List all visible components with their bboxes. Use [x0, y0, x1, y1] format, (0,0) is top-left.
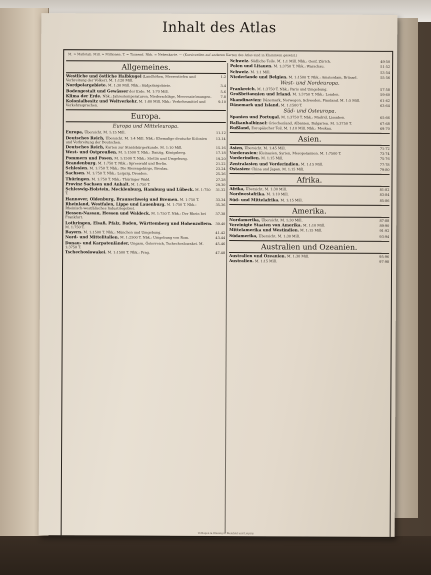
- entry-name: Asien,: [229, 144, 244, 151]
- entry-name: Niederlande und Belgien.: [230, 73, 288, 80]
- entry-text: M. 1:10 Mill.: [301, 223, 326, 228]
- entry-pages: 81-82: [379, 187, 390, 193]
- entry-text: M. 1:1500 T. Nbk.: Amsterdam, Brüssel.: [287, 75, 358, 80]
- section-title: Allgemeines.: [66, 60, 226, 74]
- entry-text: M. 1:750 T. Nbk.: Leipzig, Dresden.: [85, 171, 148, 177]
- entry-text: M. 1:30 Mill.: [285, 254, 310, 259]
- entry-name: Skandinavien:: [229, 96, 262, 102]
- entry-text: Übersicht. M. 1:30 Mill.: [260, 218, 303, 223]
- entry-pages: 25-26: [215, 172, 226, 177]
- abbreviations-line: M. = Maßstab. Mill. = Millionen. T. = Tausend. Nbk. = Nebenkarte. — (Kursivzeilen auf anderen Karten des Atlas sind in Klammern gesetzt.): [68, 52, 298, 58]
- entry-text: M. 1:750 T. Nbk.: Thüringer Wald.: [90, 177, 151, 182]
- entry-text: Übersicht. M. 1:45 Mill.: [243, 146, 286, 151]
- entry-name: Vorderasien:: [229, 150, 258, 156]
- entry-text: Ungarn, Österreich, Tschechoslowakei. M. 1:3750 T.: [65, 241, 204, 250]
- entry-pages: 93-94: [379, 234, 390, 239]
- entry-pages: 9-10: [218, 100, 226, 105]
- entry-pages: 21-22: [215, 161, 226, 166]
- entry-name: Thüringen.: [65, 175, 91, 182]
- entry-name: Nordpolargebiete.: [65, 82, 107, 88]
- entry-text: M. 1:10 Mill.: [265, 192, 289, 197]
- toc-entry: [229, 234, 389, 239]
- section-title: Amerika.: [229, 204, 389, 218]
- entry-pages: 37-38: [215, 212, 226, 217]
- entry-text: M. 1:750 T. Nbk.: Die Riesengebirge, Breslau.: [88, 166, 169, 171]
- entry-pages: 95-96: [379, 254, 390, 259]
- entry-name: Afrika,: [229, 186, 245, 192]
- entry-pages: 45-46: [215, 241, 226, 246]
- toc-entry: [230, 64, 390, 69]
- entry-name: Bayern.: [65, 229, 83, 235]
- entry-name: Rußland,: [229, 124, 251, 130]
- entry-pages: 33-34: [215, 197, 226, 202]
- entry-pages: 47-48: [215, 251, 226, 256]
- page-title: Inhalt des Atlas: [162, 19, 277, 37]
- entry-text: M. 1:750 T.: [65, 225, 85, 230]
- entry-text: Dänemark, Norwegen, Schweden, Finnland. M. 1:5 Mill.: [261, 97, 361, 103]
- entry-pages: 53-54: [380, 70, 391, 75]
- entry-text: Kleinasien, Syrien, Mesopotamien. M. 1:7500 T.: [257, 151, 342, 156]
- entry-text: Übersicht. M. 1:15 Mill.: [83, 130, 126, 135]
- entry-name: Südamerika,: [229, 232, 258, 238]
- entry-text: M. 1:1500 T. Nbk.: München und Umgebung.: [82, 230, 162, 235]
- entry-pages: 63-64: [380, 103, 390, 108]
- toc-entry: [66, 99, 226, 108]
- entry-name: Pommern und Posen.: [65, 154, 114, 161]
- entry-name: Nordwestafrika.: [229, 191, 266, 197]
- entry-text: der Erde. M. 1:70 Mill.: [128, 89, 169, 94]
- entry-name: Mittelamerika und Westindien.: [229, 227, 300, 233]
- entry-pages: 79-80: [379, 167, 390, 172]
- entry-text: Griechenland, Albanien, Bulgarien. M. 1:3750 T.: [267, 120, 352, 126]
- entry-pages: 19-20: [215, 156, 226, 161]
- toc-entry: [65, 250, 225, 255]
- entry-pages: 85-86: [379, 198, 390, 203]
- entry-name: Schweiz.: [230, 58, 250, 64]
- entry-text: M. 1:1500 T. Nbk.: Stettin und Umgebung.: [113, 156, 188, 161]
- atlas-page: [39, 13, 398, 537]
- entry-text: M. 1:1500 T. Nbk.: Prag.: [106, 250, 150, 255]
- entry-pages: 57-58: [380, 87, 390, 93]
- entry-name: Süd- und Mittelafrika.: [229, 196, 280, 203]
- entry-pages: 89-90: [379, 223, 390, 228]
- section-title: Australien und Ozeanien.: [229, 240, 389, 254]
- section-subtitle: Europa und Mitteleuropa.: [112, 123, 179, 131]
- entry-text: Übersicht. M. 1:4 Mill. Nbk.: Ehemalige deutsche Kolonien und Verbreitung der Deutschen.: [65, 136, 208, 145]
- entry-text: M. 1:3750 T. Nbk.: Warschau.: [272, 64, 325, 69]
- right-column: [229, 59, 390, 265]
- entry-name: Deutsches Reich,: [65, 144, 105, 150]
- entry-name: Schleswig-Holstein, Mecklenburg, Hamburg und Lübeck.: [65, 186, 195, 193]
- entry-name: Tschechoslowakei.: [65, 249, 107, 255]
- entry-pages: 77-78: [379, 162, 390, 167]
- entry-text: China und Japan. M. 1:15 Mill.: [250, 167, 305, 172]
- entry-name: Hannover, Oldenburg, Braunschweig und Bremen.: [65, 195, 179, 202]
- entry-name: Vereinigte Staaten von Amerika.: [229, 222, 302, 228]
- entry-text: Europäischer Teil. M. 1:10 Mill. Nbk.: Moskau.: [250, 125, 333, 131]
- entry-name: Dänemark und Island.: [229, 102, 280, 108]
- toc-entry: [230, 162, 390, 167]
- entry-pages: 87-88: [379, 218, 390, 223]
- entry-pages: 23-24: [215, 167, 226, 172]
- toc-entry: [230, 75, 390, 80]
- entry-pages: 15-16: [215, 146, 226, 151]
- entry-text: M. 1:3750 T. Nbk.: Paris und Umgebung.: [256, 87, 328, 92]
- entry-pages: 5-6: [220, 89, 226, 94]
- entry-name: Kolonialbesitz und Weltverkehr.: [65, 98, 138, 104]
- entry-pages: 29-30: [215, 183, 226, 188]
- entry-name: Westliche und östliche Halbkugel: [66, 73, 142, 79]
- entry-pages: 51-52: [380, 65, 391, 70]
- entry-name: Australien und Ozeanien.: [229, 252, 286, 259]
- entry-name: Provinz Sachsen und Anhalt.: [65, 181, 130, 187]
- entry-pages: 65-66: [380, 116, 390, 121]
- entry-pages: 31-32: [215, 188, 226, 193]
- entry-pages: 69-70: [379, 126, 390, 131]
- entry-name: Großbritannien und Irland.: [229, 91, 292, 97]
- entry-name: Zentralasien und Vorderindien.: [229, 160, 300, 167]
- toc-entry: [230, 121, 390, 126]
- toc-entry: [66, 161, 226, 166]
- entry-pages: 43-44: [215, 236, 226, 241]
- entry-pages: 83-84: [379, 193, 390, 198]
- entry-text: M. 1:15 Mill.: [279, 198, 303, 203]
- entry-name: Nord- und Mittelitalien.: [65, 234, 120, 240]
- entry-name: Donau- und Karpatenländer,: [65, 239, 130, 246]
- entry-pages: 59-60: [380, 93, 390, 98]
- section-subtitle: West- und Nordeuropa.: [280, 80, 340, 87]
- entry-text: M. 1:2500 T. Nbk.: Umgebung von Rom.: [119, 235, 190, 241]
- toc-entry: [229, 198, 389, 203]
- entry-text: M. 1:80 Mill. Nbk.: Verkehrsmittel und Verkehrssprachen.: [65, 99, 206, 108]
- entry-text: M. 1:30 Mill. Nbk.: Südpolargebiete.: [106, 83, 172, 89]
- entry-text: (Landhöhen, Meerestiefen und Verbreitung der Völker). M. 1:120 Mill.: [66, 74, 196, 83]
- section-subtitle: Süd- und Osteuropa.: [283, 108, 337, 115]
- entry-text: Karten zur Staatsbürgerkunde. M. 1:10 Mill.: [104, 145, 183, 150]
- toc-entry: [230, 103, 390, 108]
- entry-text: M. 1:1500 T. Nbk.: Danzig, Königsberg.: [117, 150, 187, 156]
- section-title: Afrika.: [229, 173, 389, 187]
- entry-text: M. 1:15 Mill.: [299, 162, 324, 167]
- entry-text: M. 1:750 T. Nbk.: Rheinisch-westfälisches Industriegebiet.: [65, 202, 197, 211]
- entry-pages: 11-12: [215, 131, 226, 136]
- entry-text: Südliche Teile. M. 1:1 Mill. Nbk.: Genf, Zürich.: [249, 59, 332, 64]
- entry-name: Ostasien:: [229, 166, 251, 172]
- entry-name: Deutsches Reich,: [65, 134, 105, 141]
- publisher-footer: Velhagen & Klasing in Bielefeld und Leipzig: [197, 531, 254, 536]
- toc-entry: [229, 259, 389, 264]
- content-frame: [61, 49, 394, 539]
- entry-name: Bodengestalt und Gewässer: [65, 87, 129, 94]
- entry-text: M. 1:1 Mill.: [249, 69, 271, 74]
- toc-entry: [65, 221, 225, 230]
- entry-name: Schlesien.: [65, 165, 89, 171]
- entry-text: Übersicht. M. 1:30 Mill.: [257, 233, 300, 239]
- entry-name: Hessen-Nassau, Hessen und Waldeck.: [65, 210, 151, 216]
- entry-pages: 39-40: [215, 221, 226, 226]
- entry-text: M. 1:15 Mill.: [299, 228, 323, 233]
- entry-name: Balkanhalbinsel:: [229, 119, 268, 125]
- entry-pages: 49-50: [380, 59, 391, 64]
- entry-text: M. 1:3750 T. Nbk.: London.: [291, 92, 340, 98]
- entry-name: Australien.: [229, 258, 254, 264]
- entry-pages: 17-18: [215, 151, 226, 156]
- entry-name: Polen und Litauen.: [230, 63, 273, 69]
- toc-entry: [230, 126, 390, 131]
- table-surface: [0, 536, 431, 575]
- entry-pages: 71-72: [379, 146, 390, 151]
- entry-pages: 35-36: [215, 202, 226, 208]
- entry-name: Lothringen, Elsaß, Pfalz, Baden, Württemberg und Hohenzollern.: [65, 219, 213, 226]
- entry-pages: 97-98: [379, 259, 390, 264]
- entry-text: M. 1:750 T. Nbk.: Der Rhein bei Frankfurt.: [65, 211, 206, 220]
- entry-pages: 7-8: [220, 94, 226, 99]
- entry-pages: 13-14: [215, 136, 226, 141]
- entry-name: Schweiz.: [230, 68, 250, 74]
- entry-text: M. 1:750 T.: [65, 188, 211, 196]
- entry-pages: 27-28: [215, 177, 226, 182]
- entry-pages: 55-56: [380, 75, 391, 80]
- entry-pages: 67-68: [380, 121, 390, 126]
- entry-pages: 1-2: [220, 75, 227, 80]
- section-title: Europa.: [66, 110, 226, 124]
- entry-text: Nbk.: Jahrestemperaturen, Niederschläge, Meeresströmungen.: [101, 94, 212, 99]
- entry-name: Brandenburg.: [65, 160, 97, 166]
- entry-text: M. 1:15 Mill.: [253, 259, 277, 264]
- entry-pages: 61-62: [380, 98, 390, 103]
- entry-text: M. 1:750 T.: [129, 182, 151, 187]
- entry-name: Frankreich.: [229, 86, 257, 92]
- entry-text: M. 1:750 T.: [178, 197, 200, 202]
- entry-name: Klima der Erde.: [65, 93, 102, 99]
- entry-text: M. 1:750 T. Nbk.: Spreewald und Berlin.: [96, 161, 168, 166]
- entry-text: Übersicht. M. 1:30 Mill.: [244, 187, 287, 192]
- entry-name: Spanien und Portugal.: [229, 114, 281, 120]
- entry-pages: 75-76: [379, 157, 390, 162]
- entry-pages: 41-42: [215, 231, 226, 236]
- entry-name: Vorderindien.: [229, 155, 261, 161]
- entry-pages: 3-4: [220, 84, 226, 89]
- left-column: [65, 58, 226, 256]
- entry-text: M. 1:1500 T.: [279, 103, 303, 108]
- entry-name: Rheinland, Westfalen, Lippe und Lauenburg.: [65, 201, 166, 207]
- section-title: Asien.: [230, 132, 390, 146]
- entry-pages: 91-92: [379, 229, 390, 234]
- entry-name: Europa,: [65, 129, 84, 135]
- entry-name: Sachsen.: [65, 170, 86, 176]
- toc-entry: [230, 167, 390, 172]
- entry-text: M. 1:15 Mill.: [260, 156, 284, 161]
- entry-name: Nordamerika,: [229, 216, 261, 223]
- entry-pages: 73-74: [379, 152, 390, 157]
- entry-text: M. 1:3750 T. Nbk.: Madrid, Lissabon.: [280, 115, 346, 120]
- entry-name: West- und Ostpreußen.: [65, 149, 118, 155]
